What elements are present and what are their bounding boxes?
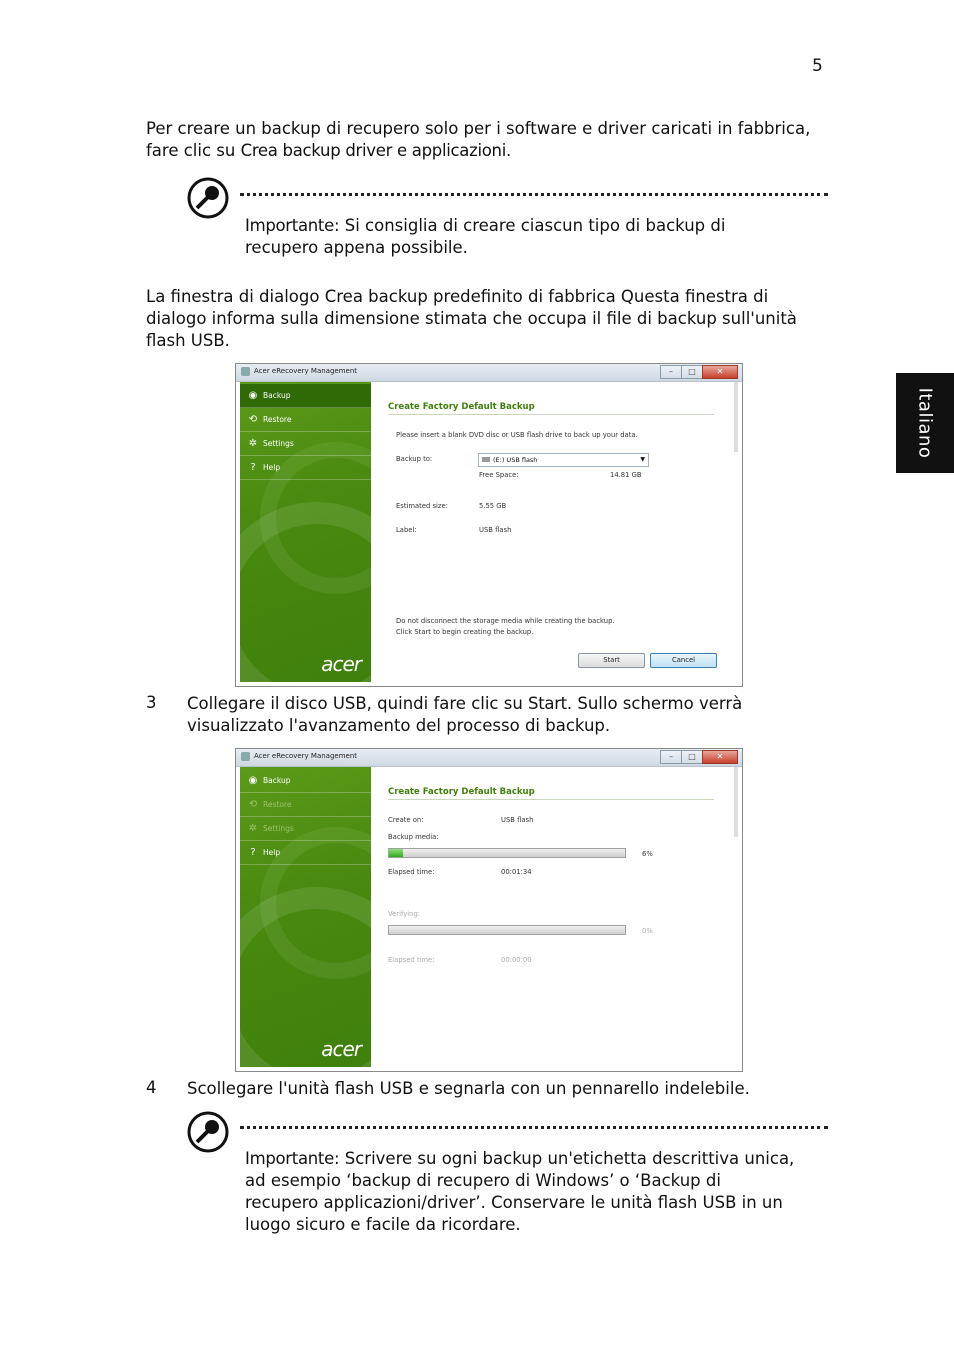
usb-drive-icon bbox=[482, 457, 490, 462]
minimize-button[interactable]: – bbox=[660, 365, 682, 379]
backup-progress-percent: 6% bbox=[642, 850, 653, 858]
backup-to-select[interactable] bbox=[478, 453, 649, 467]
intro-line2-pre: fare clic su bbox=[146, 141, 241, 160]
content-pane bbox=[372, 767, 738, 1067]
sidebar-item-label: Help bbox=[263, 848, 281, 857]
note2-text1: : Scrivere su ogni backup un'etichetta descrittiva unica, bbox=[333, 1149, 795, 1168]
restore-icon: ⟲ bbox=[248, 799, 258, 810]
chevron-down-icon: ▼ bbox=[640, 456, 645, 463]
label-label: Label: bbox=[396, 526, 417, 534]
language-tab-label: Italiano bbox=[914, 387, 936, 459]
help-icon: ? bbox=[250, 847, 256, 858]
intro-line1: Per creare un backup di recupero solo per i software e driver caricati in fabbrica, bbox=[146, 119, 811, 138]
important-key-icon bbox=[186, 176, 230, 220]
step3-text bbox=[187, 693, 827, 737]
verifying-label: Verifying: bbox=[388, 910, 421, 918]
heading-divider bbox=[388, 414, 714, 415]
acer-logo: acer bbox=[321, 1037, 361, 1061]
backup-icon: ◉ bbox=[248, 390, 258, 401]
acer-logo: acer bbox=[321, 652, 361, 676]
step3-post: . Sullo schermo verrà bbox=[566, 694, 743, 713]
step3-pre: Collegare il disco USB, quindi fare clic su bbox=[187, 694, 529, 713]
note2-bold: Importante bbox=[245, 1149, 334, 1168]
verify-progress-percent: 0% bbox=[642, 927, 653, 935]
scrollbar[interactable] bbox=[734, 382, 738, 452]
gear-icon: ✲ bbox=[248, 823, 258, 834]
create-on-value: USB flash bbox=[501, 816, 534, 824]
close-button[interactable]: ✕ bbox=[702, 365, 738, 379]
restore-icon: ⟲ bbox=[248, 414, 258, 425]
content-heading: Create Factory Default Backup bbox=[388, 402, 535, 412]
backup-to-value: (E:) USB flash bbox=[493, 456, 538, 464]
para2-line1: La finestra di dialogo Crea backup predefinito di fabbrica Questa finestra di bbox=[146, 287, 769, 306]
start-button[interactable]: Start bbox=[578, 653, 645, 668]
sidebar bbox=[240, 382, 371, 682]
backup-progress-bar bbox=[388, 848, 626, 858]
screenshot-backup-dialog bbox=[235, 363, 743, 687]
create-on-label: Create on: bbox=[388, 816, 424, 824]
progress-fill bbox=[389, 849, 403, 857]
sidebar-item-label: Backup bbox=[263, 391, 291, 400]
note1-line2: recupero appena possibile. bbox=[245, 238, 468, 257]
maximize-button[interactable]: □ bbox=[681, 365, 703, 379]
free-space-value: 14.81 GB bbox=[610, 471, 642, 479]
sidebar-item-label: Restore bbox=[263, 415, 292, 424]
note1-text bbox=[245, 215, 835, 259]
note-divider bbox=[240, 1126, 828, 1129]
intro-line2 bbox=[146, 140, 836, 162]
intro-line2-post: . bbox=[506, 141, 512, 160]
backup-icon: ◉ bbox=[248, 775, 258, 786]
minimize-button[interactable]: – bbox=[660, 750, 682, 764]
intro-bold: Crea backup driver e applicazioni bbox=[240, 141, 506, 160]
content-pane bbox=[372, 382, 738, 682]
content-heading: Create Factory Default Backup bbox=[388, 787, 535, 797]
note2-line1 bbox=[245, 1148, 835, 1170]
para2-line2: dialogo informa sulla dimensione stimata che occupa il file di backup sull'unità bbox=[146, 309, 797, 328]
note2-line2: ad esempio ‘backup di recupero di Windows’ o ‘Backup di bbox=[245, 1171, 721, 1190]
instruction-text: Please insert a blank DVD disc or USB flash drive to back up your data. bbox=[396, 431, 638, 439]
label-value: USB flash bbox=[479, 526, 512, 534]
dialog-description bbox=[146, 286, 836, 352]
sidebar-item-restore[interactable] bbox=[240, 408, 371, 432]
note2-text bbox=[245, 1148, 835, 1236]
estimated-size-label: Estimated size: bbox=[396, 502, 448, 510]
verify-elapsed-value: 00:00:00 bbox=[501, 956, 532, 964]
window-titlebar bbox=[236, 364, 742, 382]
step3-line1 bbox=[187, 693, 827, 715]
sidebar bbox=[240, 767, 371, 1067]
backup-media-label: Backup media: bbox=[388, 833, 439, 841]
backup-to-label: Backup to: bbox=[396, 455, 433, 463]
important-key-icon bbox=[186, 1110, 230, 1154]
note2-line4: luogo sicuro e facile da ricordare. bbox=[245, 1215, 521, 1234]
screenshot-progress-dialog bbox=[235, 748, 743, 1072]
sidebar-item-label: Settings bbox=[263, 439, 294, 448]
scrollbar[interactable] bbox=[734, 767, 738, 837]
footer-warning: Do not disconnect the storage media while creating the backup. bbox=[396, 617, 615, 625]
sidebar-item-settings[interactable] bbox=[240, 817, 371, 841]
verify-elapsed-label: Elapsed time: bbox=[388, 956, 435, 964]
step-number: 4 bbox=[146, 1078, 157, 1097]
sidebar-item-label: Settings bbox=[263, 824, 294, 833]
estimated-size-value: 5.55 GB bbox=[479, 502, 507, 510]
window-title: Acer eRecovery Management bbox=[254, 367, 358, 375]
note1-text1: : Si consiglia di creare ciascun tipo di backup di bbox=[333, 216, 726, 235]
para2-line3: flash USB. bbox=[146, 331, 230, 350]
sidebar-item-backup[interactable] bbox=[240, 769, 371, 793]
step4-text: Scollegare l'unità flash USB e segnarla con un pennarello indelebile. bbox=[187, 1079, 750, 1098]
note1-line1 bbox=[245, 215, 835, 237]
app-icon bbox=[241, 752, 250, 761]
maximize-button[interactable]: □ bbox=[681, 750, 703, 764]
step3-bold: Start bbox=[528, 694, 567, 713]
note1-bold: Importante bbox=[245, 216, 334, 235]
step-number: 3 bbox=[146, 693, 157, 712]
sidebar-item-label: Help bbox=[263, 463, 281, 472]
help-icon: ? bbox=[250, 462, 256, 473]
intro-paragraph bbox=[146, 118, 836, 162]
step3-line2: visualizzato l'avanzamento del processo di backup. bbox=[187, 716, 611, 735]
heading-divider bbox=[388, 799, 714, 800]
sidebar-item-backup[interactable] bbox=[240, 384, 371, 408]
elapsed-time-value: 00:01:34 bbox=[501, 868, 532, 876]
sidebar-item-restore[interactable] bbox=[240, 793, 371, 817]
window-title: Acer eRecovery Management bbox=[254, 752, 358, 760]
note2-line3: recupero applicazioni/driver’. Conservare le unità flash USB in un bbox=[245, 1193, 783, 1212]
sidebar-item-label: Backup bbox=[263, 776, 291, 785]
sidebar-item-label: Restore bbox=[263, 800, 292, 809]
close-button[interactable]: ✕ bbox=[702, 750, 738, 764]
note-divider bbox=[240, 193, 828, 196]
verify-progress-bar bbox=[388, 925, 626, 935]
elapsed-time-label: Elapsed time: bbox=[388, 868, 435, 876]
app-icon bbox=[241, 367, 250, 376]
free-space-label: Free Space: bbox=[479, 471, 519, 479]
sidebar-item-settings[interactable] bbox=[240, 432, 371, 456]
footer-instruction: Click Start to begin creating the backup. bbox=[396, 628, 534, 636]
gear-icon: ✲ bbox=[248, 438, 258, 449]
sidebar-item-help[interactable] bbox=[240, 456, 371, 480]
page-number: 5 bbox=[812, 56, 823, 76]
sidebar-item-help[interactable] bbox=[240, 841, 371, 865]
language-tab bbox=[896, 373, 954, 473]
window-titlebar bbox=[236, 749, 742, 767]
cancel-button[interactable]: Cancel bbox=[650, 653, 717, 668]
